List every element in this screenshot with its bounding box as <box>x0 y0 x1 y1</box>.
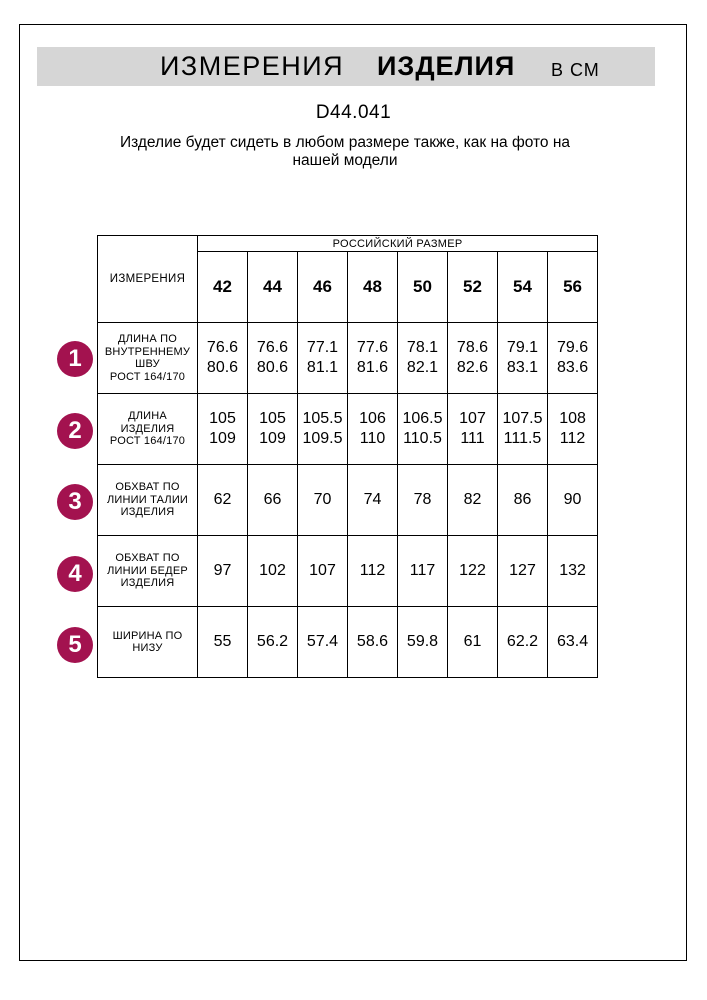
value-line: 106.5 <box>402 410 443 427</box>
value-line: 107.5 <box>502 410 543 427</box>
value-line: 56.2 <box>256 633 289 650</box>
value-cell <box>348 536 398 607</box>
value-cell <box>348 465 398 536</box>
measurement-label-line: ИЗДЕЛИЯ <box>120 422 175 435</box>
value-cell <box>498 536 548 607</box>
value-cell <box>198 536 248 607</box>
value-cell <box>548 536 598 607</box>
measurement-label-line: ШВУ <box>135 358 160 370</box>
size-table <box>97 235 598 678</box>
value-cell <box>448 607 498 678</box>
value-cell <box>198 465 248 536</box>
value-cell <box>548 394 598 465</box>
measurement-label-line: ОБХВАТ ПО <box>115 552 180 565</box>
value-cell <box>548 607 598 678</box>
value-cell <box>248 607 298 678</box>
title-measure: ИЗМЕРЕНИЯ <box>160 51 345 81</box>
value-line: 66 <box>263 491 282 508</box>
value-cell <box>548 465 598 536</box>
value-cell <box>298 323 348 394</box>
value-cell <box>298 394 348 465</box>
value-line: 81.1 <box>306 359 339 376</box>
value-line: 111 <box>460 430 485 447</box>
value-line: 109 <box>259 430 286 447</box>
value-line: 62 <box>213 491 232 508</box>
value-line: 106 <box>359 410 386 427</box>
value-line: 55 <box>213 633 232 650</box>
value-line: 82.6 <box>456 359 489 376</box>
row-number-badge: 3 <box>57 484 93 520</box>
measurement-label-line: ЛИНИИ БЕДЕР <box>107 564 188 577</box>
value-line: 77.6 <box>356 339 389 356</box>
value-cell <box>198 323 248 394</box>
measurement-label-line: РОСТ 164/170 <box>109 370 186 383</box>
value-line: 62.2 <box>506 633 539 650</box>
value-line: 132 <box>559 562 586 579</box>
value-cell <box>348 394 398 465</box>
measurement-label-line: ШИРИНА ПО <box>112 629 183 642</box>
row-number-badge: 1 <box>57 341 93 377</box>
measurement-label-line: ИЗДЕЛИЯ <box>120 506 175 519</box>
value-cell <box>398 394 448 465</box>
value-cell <box>448 536 498 607</box>
value-line: 80.6 <box>206 359 239 376</box>
value-line: 76.6 <box>206 339 239 356</box>
measurement-label <box>98 607 198 678</box>
value-line: 61 <box>463 633 482 650</box>
value-cell <box>248 465 298 536</box>
measurement-label-line: ДЛИНА ПО <box>118 333 177 345</box>
value-cell <box>448 394 498 465</box>
fit-note: Изделие будет сидеть в любом размере также, как на фото на нашей модели <box>119 134 571 169</box>
value-cell <box>298 607 348 678</box>
value-line: 81.6 <box>356 359 389 376</box>
value-cell <box>398 323 448 394</box>
size-header-52: 52 <box>448 252 498 323</box>
value-line: 97 <box>213 562 232 579</box>
measurement-label-line: ОБХВАТ ПО <box>115 481 180 494</box>
value-line: 107 <box>459 410 486 427</box>
value-line: 57.4 <box>306 633 339 650</box>
value-line: 90 <box>563 491 582 508</box>
size-header-42: 42 <box>198 252 248 323</box>
value-line: 78.1 <box>406 339 439 356</box>
value-cell <box>498 394 548 465</box>
measurement-row <box>98 536 598 607</box>
measurement-label-line: ЛИНИИ ТАЛИИ <box>106 493 189 506</box>
size-header-48: 48 <box>348 252 398 323</box>
value-line: 80.6 <box>256 359 289 376</box>
measurement-label-line: РОСТ 164/170 <box>109 435 186 448</box>
value-line: 70 <box>313 491 332 508</box>
measurement-label-line: ДЛИНА <box>128 410 167 423</box>
value-line: 82.1 <box>406 359 439 376</box>
value-line: 110.5 <box>403 430 442 447</box>
value-line: 58.6 <box>356 633 389 650</box>
value-line: 74 <box>363 491 382 508</box>
measurement-label <box>98 536 198 607</box>
value-cell <box>298 536 348 607</box>
value-line: 105.5 <box>302 410 343 427</box>
value-line: 63.4 <box>556 633 589 650</box>
value-line: 112 <box>359 562 386 579</box>
value-cell <box>248 394 298 465</box>
value-line: 107 <box>309 562 336 579</box>
measurement-label <box>98 323 198 394</box>
value-cell <box>248 536 298 607</box>
row-number-badge: 2 <box>57 413 93 449</box>
value-cell <box>448 465 498 536</box>
value-cell <box>398 607 448 678</box>
value-line: 79.6 <box>556 339 589 356</box>
value-line: 109 <box>209 430 236 447</box>
value-line: 77.1 <box>306 339 339 356</box>
value-line: 111.5 <box>503 430 542 447</box>
measurement-label-line: ИЗДЕЛИЯ <box>120 577 175 590</box>
value-line: 78 <box>413 491 432 508</box>
value-cell <box>448 323 498 394</box>
value-cell <box>298 465 348 536</box>
value-cell <box>398 465 448 536</box>
measurement-label <box>98 394 198 465</box>
value-line: 83.6 <box>556 359 589 376</box>
measurement-row <box>98 607 598 678</box>
value-cell <box>348 323 398 394</box>
value-cell <box>498 323 548 394</box>
measurement-row <box>98 465 598 536</box>
value-line: 108 <box>559 410 586 427</box>
size-group-header: РОССИЙСКИЙ РАЗМЕР <box>198 236 598 252</box>
size-header-54: 54 <box>498 252 548 323</box>
value-line: 109.5 <box>302 430 343 447</box>
measurements-header: ИЗМЕРЕНИЯ <box>98 236 198 323</box>
value-line: 117 <box>409 562 436 579</box>
value-line: 122 <box>459 562 486 579</box>
value-line: 83.1 <box>506 359 539 376</box>
value-line: 105 <box>259 410 286 427</box>
size-header-44: 44 <box>248 252 298 323</box>
value-line: 79.1 <box>506 339 539 356</box>
measurement-row <box>98 394 598 465</box>
row-number-badge: 5 <box>57 627 93 663</box>
value-line: 110 <box>359 430 386 447</box>
value-cell <box>348 607 398 678</box>
title-unit: В СМ <box>551 60 600 80</box>
size-header-46: 46 <box>298 252 348 323</box>
value-line: 105 <box>209 410 236 427</box>
value-line: 127 <box>509 562 536 579</box>
size-header-50: 50 <box>398 252 448 323</box>
measurement-label-line: ВНУТРЕННЕМУ <box>104 345 191 358</box>
value-line: 59.8 <box>406 633 439 650</box>
value-line: 76.6 <box>256 339 289 356</box>
value-cell <box>398 536 448 607</box>
value-line: 82 <box>463 491 482 508</box>
size-header-56: 56 <box>548 252 598 323</box>
value-cell <box>198 607 248 678</box>
measurement-label <box>98 465 198 536</box>
value-cell <box>498 607 548 678</box>
value-cell <box>198 394 248 465</box>
measurement-row <box>98 323 598 394</box>
value-cell <box>548 323 598 394</box>
value-line: 102 <box>259 562 286 579</box>
value-line: 78.6 <box>456 339 489 356</box>
title-item: ИЗДЕЛИЯ <box>377 51 516 81</box>
value-cell <box>498 465 548 536</box>
product-code: D44.041 <box>315 102 392 123</box>
value-line: 86 <box>513 491 532 508</box>
row-number-badge: 4 <box>57 556 93 592</box>
measurement-label-line: НИЗУ <box>132 642 163 654</box>
value-line: 112 <box>559 430 586 447</box>
value-cell <box>248 323 298 394</box>
